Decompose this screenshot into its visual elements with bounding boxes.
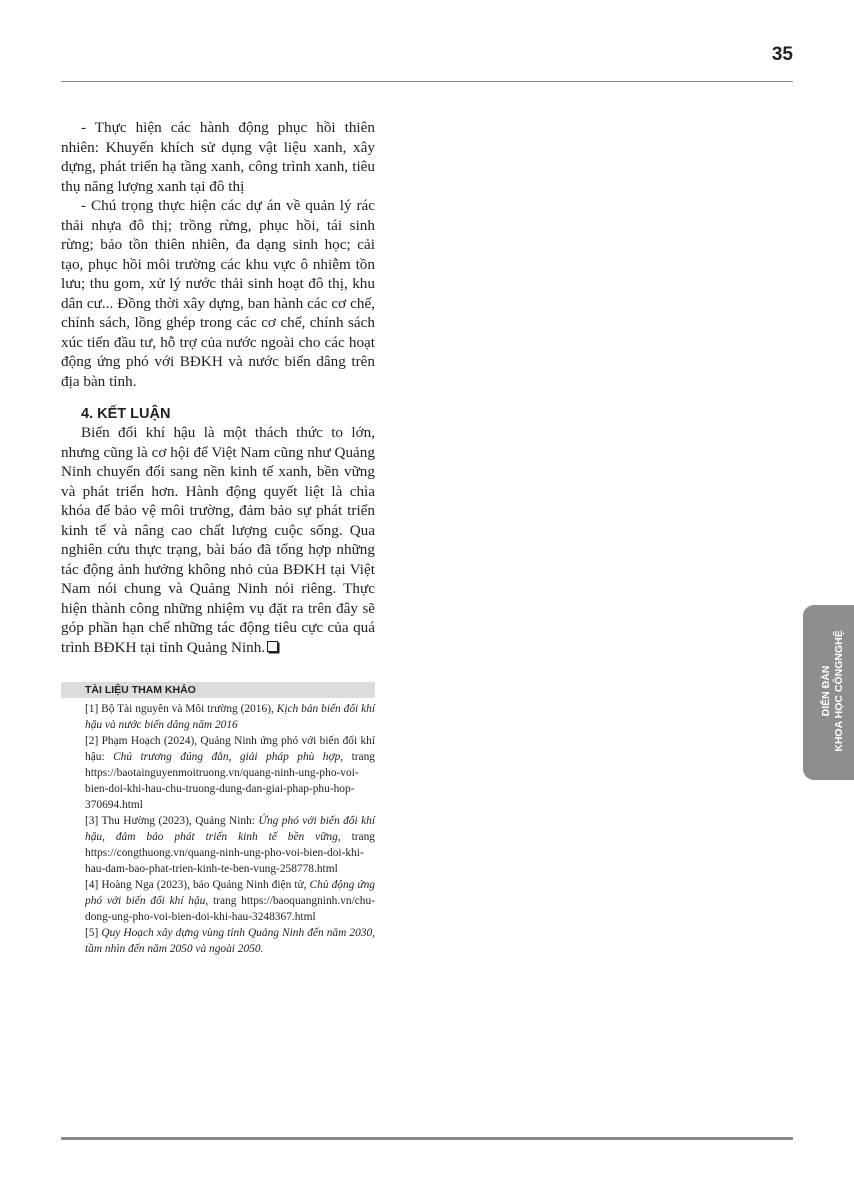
- reference-item: [1] Bộ Tài nguyên và Môi trường (2016), Kịch bản biến đổi khí hậu và nước biển dâng năm 2016: [85, 703, 375, 731]
- reference-item: [3] Thu Hường (2023), Quảng Ninh: Ứng phó với biến đổi khí hậu, đảm bảo phát triển kinh tế bền vững, trang https://congthuong.vn/quang-ninh-ung-pho-voi-bien-doi-khi-hau-dam-bao-phat-trien-kinh-te-ben-vung-258778.html: [85, 815, 375, 875]
- paragraph-conclusion: [61, 423, 375, 657]
- section-side-tab: [803, 605, 854, 780]
- text-column: [61, 118, 375, 957]
- end-of-article-icon: [267, 641, 278, 652]
- paragraph-priority-projects: - Chú trọng thực hiện các dự án về quản lý rác thải nhựa đô thị; trồng rừng, phục hồi, tái sinh rừng; bảo tồn thiên nhiên, đa dạng sinh học; cải tạo, phục hồi môi trường các khu vực ô nhiễm tồn lưu; thu gom, xử lý nước thải sinh hoạt đô thị, khu dân cư... Đồng thời xây dựng, ban hành các cơ chế, chính sách, lồng ghép trong các cơ chế, chính sách xúc tiến đầu tư, hỗ trợ của nước ngoài cho các hoạt động ứng phó với BĐKH và nước biển dâng trên địa bàn tỉnh.: [61, 197, 375, 390]
- side-tab-line-2: KHOA HỌC CÔNGNGHỆ: [833, 630, 845, 752]
- page-number: 35: [771, 44, 793, 65]
- side-tab-line-1: DIỄN ĐÀN: [820, 665, 832, 717]
- side-tab-label: [820, 630, 846, 752]
- references-heading: TÀI LIỆU THAM KHẢO: [61, 682, 375, 698]
- footer-divider: [61, 1137, 793, 1140]
- reference-item: [5] Quy Hoạch xây dựng vùng tỉnh Quảng Ninh đến năm 2030, tầm nhìn đến năm 2050 và ngoài 2050.: [85, 927, 376, 955]
- references-list: [85, 701, 375, 957]
- reference-item: [2] Phạm Hoạch (2024), Quảng Ninh ứng phó với biến đổi khí hậu: Chủ trương đúng đắn, giải pháp phù hợp, trang https://baotainguyenmoitruong.vn/quang-ninh-ung-pho-voi-bien-doi-khi-hau-chu-truong-dung-dan-giai-phap-phu-hop-370694.html: [85, 735, 375, 811]
- conclusion-text: Biến đổi khí hậu là một thách thức to lớn, nhưng cũng là cơ hội để Việt Nam cũng như Quảng Ninh chuyển đổi sang nền kinh tế xanh, bền vững và phát triển hơn. Hành động quyết liệt là chìa khóa để bảo vệ môi trường, đảm bảo sự phát triển kinh tế và nâng cao chất lượng cuộc sống. Qua nghiên cứu thực trạng, bài báo đã tổng hợp những tác động ảnh hưởng không nhỏ của BĐKH tại Việt Nam nói chung và Quảng Ninh nói riêng. Thực hiện thành công những nhiệm vụ đặt ra trên đây sẽ góp phần hạn chế những tác động tiêu cực của quá trình BĐKH tại tỉnh Quảng Ninh.: [61, 424, 375, 656]
- conclusion-body: [61, 423, 375, 657]
- paragraph-green-actions: - Thực hiện các hành động phục hồi thiên nhiên: Khuyến khích sử dụng vật liệu xanh, xây dựng, phát triển hạ tầng xanh, công trình xanh, tiêu thụ năng lượng xanh tại đô thị: [61, 119, 375, 195]
- header-divider: [61, 81, 793, 82]
- body-text: [61, 118, 375, 391]
- reference-item: [4] Hoàng Nga (2023), báo Quảng Ninh điện tử, Chủ động ứng phó với biến đổi khí hậu, trang https://baoquangninh.vn/chu-dong-ung-pho-voi-bien-doi-khi-hau-3248367.html: [85, 879, 375, 923]
- section-heading-conclusion: 4. KẾT LUẬN: [81, 406, 171, 422]
